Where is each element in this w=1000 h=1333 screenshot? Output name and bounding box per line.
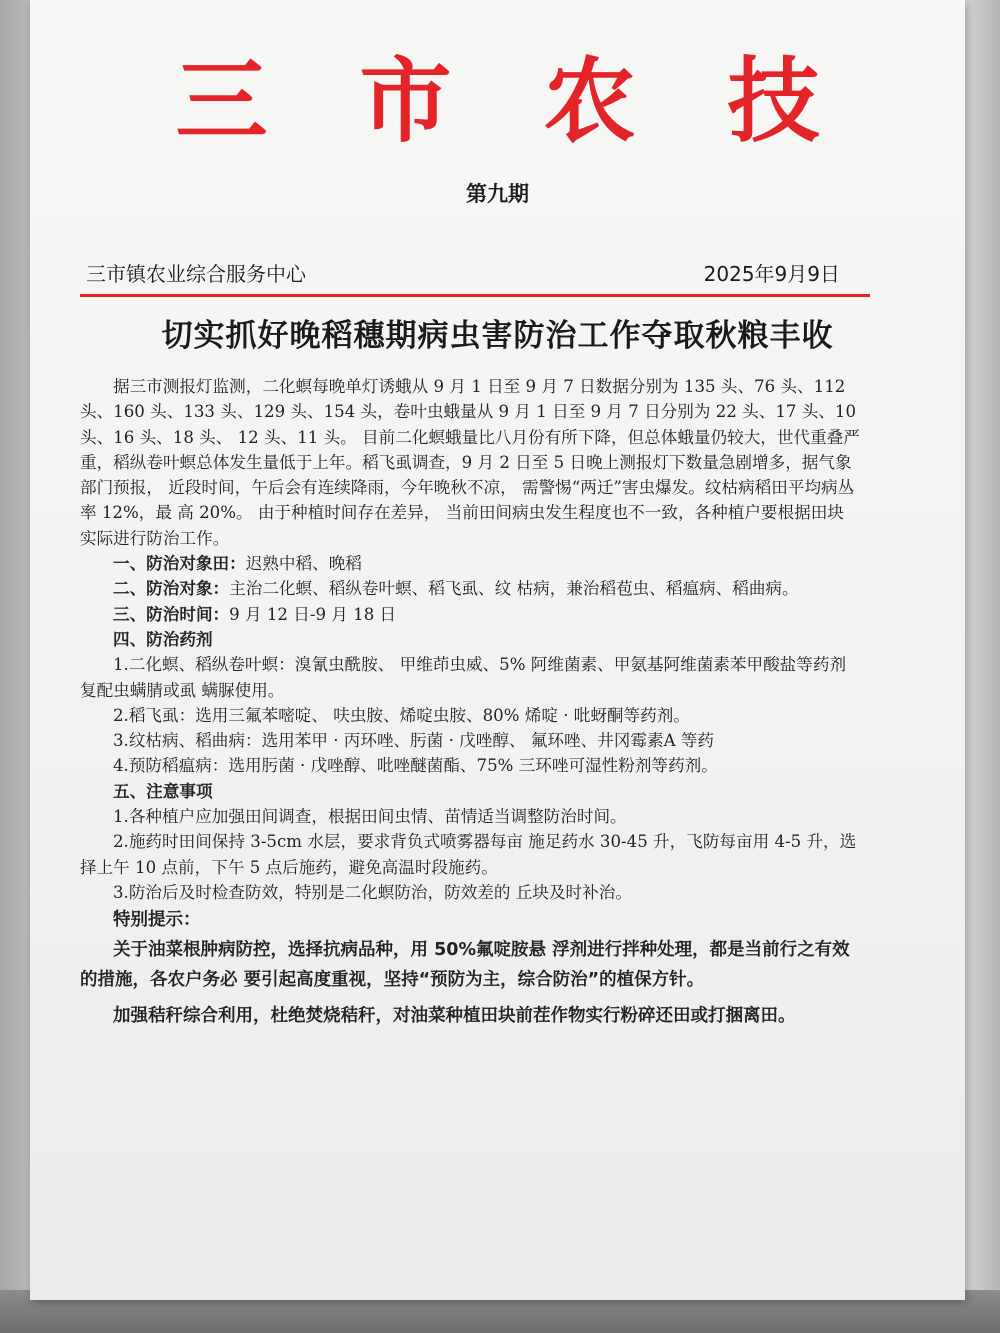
special-notice-1: 关于油菜根肿病防控，选择抗病品种，用 50%氟啶胺悬 浮剂进行拌种处理，都是当前行之有效的措施，各农户务必 要引起高度重视，坚持“预防为主，综合防治”的植保方针。 bbox=[80, 940, 850, 991]
section-1-text: 迟熟中稻、晚稻 bbox=[245, 554, 362, 574]
section-4-heading: 四、防治药剂 bbox=[113, 629, 213, 649]
section-4-item: 4.预防稻瘟病：选用肟菌 · 戊唑醇、吡唑醚菌酯、75% 三环唑可湿性粉剂等药剂。 bbox=[113, 756, 718, 776]
intro-paragraph: 据三市测报灯监测，二化螟每晚单灯诱蛾从 9 月 1 日至 9 月 7 日数据分别为 135 头、76 头、112 头、160 头、133 头、129 头、154 头，卷叶虫蛾量从 9 月 1 日至 9 月 7 日分别为 22 头、17 头、10 头、16 头、18 头、 12 头、11 头。 目前二化螟蛾量比八月份有所下降，但总体蛾量仍较大，世代重叠严重，稻纵卷叶螟总体发生量低于上年。稻飞虱调查，9 月 2 日至 5 日晚上测报灯下数量急剧增多，据气象部门预报， 近段时间，午后会有连续降雨，今年晚秋不凉， 需警惕“两迁”害虫爆发。纹枯病稻田平均病丛率 12%，最 高 20%。 由于种植时间存在差异， 当前田间病虫发生程度也不一致，各种植户要根据田块实际进行防治工作。 bbox=[80, 377, 860, 548]
section-5-item: 2.施药时田间保持 3-5cm 水层，要求背负式喷雾器每亩 施足药水 30-45 升，飞防每亩用 4-5 升，选择上午 10 点前，下午 5 点后施药，避免高温时段施药。 bbox=[80, 832, 857, 877]
article-title: 切实抓好晚稻穗期病虫害防治工作夺取秋粮丰收 bbox=[161, 318, 834, 354]
section-5-heading: 五、注意事项 bbox=[113, 781, 213, 801]
section-4-item: 2.稻飞虱：选用三氟苯嘧啶、 呋虫胺、烯啶虫胺、80% 烯啶 · 吡蚜酮等药剂。 bbox=[113, 705, 690, 725]
document-page bbox=[30, 0, 965, 1300]
section-3-heading: 三、防治时间： bbox=[113, 604, 230, 624]
background-right bbox=[960, 0, 1000, 1333]
section-4-item: 1.二化螟、稻纵卷叶螟：溴氰虫酰胺、 甲维茚虫威、5% 阿维菌素、甲氨基阿维菌素苯甲酸盐等药剂复配虫螨腈或虱 螨脲使用。 bbox=[80, 655, 847, 700]
red-divider bbox=[80, 294, 870, 297]
section-2 bbox=[80, 576, 860, 601]
publish-date: 2025年9月9日 bbox=[703, 262, 840, 286]
section-1-heading: 一、防治对象田： bbox=[113, 554, 246, 574]
special-notice-2: 加强秸秆综合利用，杜绝焚烧秸秆，对油菜种植田块前茬作物实行粉碎还田或打捆离田。 bbox=[113, 1006, 796, 1027]
article-body bbox=[80, 374, 860, 1031]
organization-name: 三市镇农业综合服务中心 bbox=[86, 262, 306, 286]
special-notice-heading: 特别提示： bbox=[113, 910, 201, 931]
masthead-title: 三市农技 bbox=[175, 48, 912, 155]
section-5-item: 1.各种植户应加强田间调查，根据田间虫情、苗情适当调整防治时间。 bbox=[113, 807, 627, 827]
issue-number: 第九期 bbox=[466, 182, 529, 206]
section-5-item: 3.防治后及时检查防效，特别是二化螟防治，防效差的 丘块及时补治。 bbox=[113, 882, 632, 902]
section-4-item: 3.纹枯病、稻曲病：选用苯甲 · 丙环唑、肟菌 · 戊唑醇、 氟环唑、井冈霉素A 等药 bbox=[113, 731, 715, 751]
section-2-text: 主治二化螟、稻纵卷叶螟、稻飞虱、纹 枯病，兼治稻苞虫、稻瘟病、稻曲病。 bbox=[229, 579, 799, 599]
section-2-heading: 二、防治对象： bbox=[113, 579, 230, 599]
section-3-text: 9 月 12 日-9 月 18 日 bbox=[229, 604, 397, 624]
section-3 bbox=[80, 602, 860, 627]
section-1 bbox=[80, 551, 860, 576]
